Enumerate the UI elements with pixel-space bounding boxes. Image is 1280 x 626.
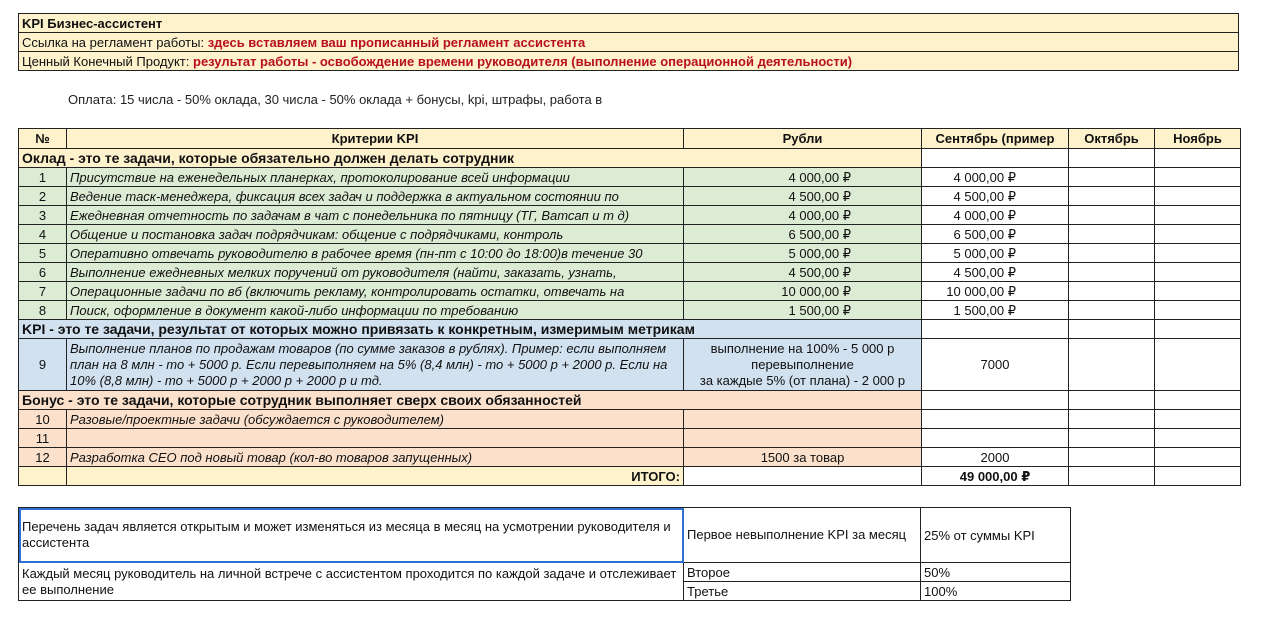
- section-salary-title[interactable]: Оклад - это те задачи, которые обязательно должен делать сотрудник: [19, 149, 922, 168]
- total-row: [19, 467, 1241, 486]
- col-nov[interactable]: Ноябрь: [1155, 129, 1241, 149]
- table-row: [19, 168, 1241, 187]
- first-fail-value[interactable]: 25% от суммы KPI: [921, 508, 1071, 563]
- product-value: результат работы - освобождение времени руководителя (выполнение операционной деятельности): [193, 53, 853, 69]
- row-nov[interactable]: [1155, 225, 1241, 244]
- cell[interactable]: [1069, 149, 1155, 168]
- cell[interactable]: [922, 149, 1069, 168]
- third-fail-value[interactable]: 100%: [921, 582, 1071, 601]
- section-salary-row: [19, 149, 1241, 168]
- row-rub[interactable]: [684, 339, 922, 391]
- penalty-table: [18, 507, 1071, 601]
- row-num[interactable]: 5: [19, 244, 67, 263]
- row-nov[interactable]: [1155, 339, 1241, 391]
- table-row: [19, 225, 1241, 244]
- row-num[interactable]: 7: [19, 282, 67, 301]
- row-rub[interactable]: 10 000,00 ₽: [684, 282, 922, 301]
- row-rub[interactable]: 6 500,00 ₽: [684, 225, 922, 244]
- row-rub[interactable]: 1 500,00 ₽: [684, 301, 922, 320]
- table-row: [19, 187, 1241, 206]
- row-oct[interactable]: [1069, 429, 1155, 448]
- row-sep[interactable]: 6 500,00 ₽: [922, 225, 1069, 244]
- row-num[interactable]: 3: [19, 206, 67, 225]
- row-text[interactable]: Разработка СЕО под новый товар (кол-во товаров запущенных): [67, 448, 684, 467]
- table-row: [19, 339, 1241, 391]
- total-label[interactable]: ИТОГО:: [67, 467, 684, 486]
- row-rub[interactable]: [684, 429, 922, 448]
- reglament-label: Ссылка на регламент работы:: [22, 34, 205, 50]
- row-rub[interactable]: 4 000,00 ₽: [684, 206, 922, 225]
- table-row: [19, 301, 1241, 320]
- section-kpi-title[interactable]: KPI - это те задачи, результат от которых можно привязать к конкретным, измеримым метрикам: [19, 320, 922, 339]
- first-fail-label[interactable]: Первое невыполнение KPI за месяц: [684, 508, 921, 563]
- cell[interactable]: [1155, 467, 1241, 486]
- payment-note[interactable]: Оплата: 15 числа - 50% оклада, 30 числа - 50% оклада + бонусы, kpi, штрафы, работа в: [68, 92, 603, 107]
- row-text[interactable]: Выполнение планов по продажам товаров (по сумме заказов в рублях). Пример: если выполняем план на 8 млн - то + 5000 р. Если перевыполняем на 5% (8,4 млн) - то + 5000 р + 2000 р. Если на 10% (8,8 млн) - то + 5000 р + 2000 р + 2000 р и тд.: [67, 339, 684, 391]
- col-criteria[interactable]: Критерии KPI: [67, 129, 684, 149]
- row-rub[interactable]: 5 000,00 ₽: [684, 244, 922, 263]
- row-text[interactable]: Общение и постановка задач подрядчикам: общение с подрядчиками, контроль: [67, 225, 684, 244]
- row-rub[interactable]: 4 000,00 ₽: [684, 168, 922, 187]
- cell[interactable]: [1155, 320, 1241, 339]
- row-nov[interactable]: [1155, 187, 1241, 206]
- row-sep[interactable]: 4 000,00 ₽: [922, 168, 1069, 187]
- row-oct[interactable]: [1069, 244, 1155, 263]
- row-oct[interactable]: [1069, 410, 1155, 429]
- row-text[interactable]: Присутствие на еженедельных планерках, протоколирование всей информации: [67, 168, 684, 187]
- cell[interactable]: [1069, 320, 1155, 339]
- row-nov[interactable]: [1155, 301, 1241, 320]
- row-oct[interactable]: [1069, 263, 1155, 282]
- row-oct[interactable]: [1069, 301, 1155, 320]
- row-nov[interactable]: [1155, 410, 1241, 429]
- row-oct[interactable]: [1069, 282, 1155, 301]
- row-nov[interactable]: [1155, 168, 1241, 187]
- row-text[interactable]: Выполнение ежедневных мелких поручений от руководителя (найти, заказать, узнать,: [67, 263, 684, 282]
- product-label: Ценный Конечный Продукт:: [22, 53, 190, 69]
- row-nov[interactable]: [1155, 448, 1241, 467]
- table-row: [19, 429, 1241, 448]
- row-nov[interactable]: [1155, 282, 1241, 301]
- row-rub[interactable]: 4 500,00 ₽: [684, 187, 922, 206]
- row-text[interactable]: Ведение таск-менеджера, фиксация всех задач и поддержка в актуальном состоянии по: [67, 187, 684, 206]
- third-fail-label[interactable]: Третье: [684, 582, 921, 601]
- row-sep[interactable]: 10 000,00 ₽: [922, 282, 1069, 301]
- row-num[interactable]: 1: [19, 168, 67, 187]
- row-num[interactable]: 9: [19, 339, 67, 391]
- row-text[interactable]: Оперативно отвечать руководителю в рабочее время (пн-пт с 10:00 до 18:00)в течение 30: [67, 244, 684, 263]
- table-row: [19, 448, 1241, 467]
- row-oct[interactable]: [1069, 187, 1155, 206]
- row-rub[interactable]: 4 500,00 ₽: [684, 263, 922, 282]
- row-text[interactable]: Разовые/проектные задачи (обсуждается с руководителем): [67, 410, 684, 429]
- rub-line-2: перевыполнение: [751, 356, 854, 372]
- col-num[interactable]: №: [19, 129, 67, 149]
- reglament-cell[interactable]: [19, 33, 1239, 52]
- col-rub[interactable]: Рубли: [684, 129, 922, 149]
- table-row: [19, 244, 1241, 263]
- row-sep[interactable]: 5 000,00 ₽: [922, 244, 1069, 263]
- row-oct[interactable]: [1069, 225, 1155, 244]
- header-block: [18, 13, 1239, 71]
- row-sep[interactable]: 4 500,00 ₽: [922, 263, 1069, 282]
- note-open-tasks[interactable]: Перечень задач является открытым и может изменяться из месяца в месяц на усмотрении руководителя и ассистента: [19, 508, 684, 563]
- row-sep[interactable]: 2000: [922, 448, 1069, 467]
- rub-line-3: за каждые 5% (от плана) - 2 000 р: [699, 372, 906, 388]
- row-sep[interactable]: 4 500,00 ₽: [922, 187, 1069, 206]
- row-text[interactable]: Ежедневная отчетность по задачам в чат с понедельника по пятницу (ТГ, Ватсап и т д): [67, 206, 684, 225]
- row-num[interactable]: 4: [19, 225, 67, 244]
- cell[interactable]: [684, 467, 922, 486]
- cell[interactable]: [1155, 149, 1241, 168]
- row-num[interactable]: 8: [19, 301, 67, 320]
- table-row: [19, 410, 1241, 429]
- row-text[interactable]: Поиск, оформление в документ какой-либо информации по требованию: [67, 301, 684, 320]
- reglament-value: здесь вставляем ваш прописанный регламент ассистента: [207, 34, 586, 50]
- table-row: [19, 263, 1241, 282]
- cell[interactable]: [922, 391, 1069, 410]
- table-row: [19, 282, 1241, 301]
- product-cell[interactable]: [19, 52, 1239, 71]
- sheet-title[interactable]: KPI Бизнес-ассистент: [19, 14, 1239, 33]
- col-oct[interactable]: Октябрь: [1069, 129, 1155, 149]
- row-sep[interactable]: [922, 429, 1069, 448]
- second-fail-value[interactable]: 50%: [921, 563, 1071, 582]
- row-oct[interactable]: [1069, 206, 1155, 225]
- cell[interactable]: [19, 467, 67, 486]
- table-row: [19, 206, 1241, 225]
- row-rub[interactable]: [684, 410, 922, 429]
- row-nov[interactable]: [1155, 429, 1241, 448]
- rub-line-1: выполнение на 100% - 5 000 р: [710, 340, 895, 356]
- section-bonus-title[interactable]: Бонус - это те задачи, которые сотрудник выполняет сверх своих обязанностей: [19, 391, 922, 410]
- row-text[interactable]: [67, 429, 684, 448]
- header-row: [19, 129, 1241, 149]
- cell[interactable]: [922, 320, 1069, 339]
- kpi-table: [18, 128, 1241, 486]
- row-nov[interactable]: [1155, 263, 1241, 282]
- note-monthly-review[interactable]: Каждый месяц руководитель на личной встрече с ассистентом проходится по каждой задаче и отслеживает ее выполнение: [19, 563, 684, 601]
- cell[interactable]: [1069, 391, 1155, 410]
- second-fail-label[interactable]: Второе: [684, 563, 921, 582]
- row-num[interactable]: 12: [19, 448, 67, 467]
- row-sep[interactable]: 4 000,00 ₽: [922, 206, 1069, 225]
- row-rub[interactable]: 1500 за товар: [684, 448, 922, 467]
- row-sep[interactable]: 1 500,00 ₽: [922, 301, 1069, 320]
- row-nov[interactable]: [1155, 206, 1241, 225]
- row-nov[interactable]: [1155, 244, 1241, 263]
- cell[interactable]: [1069, 467, 1155, 486]
- section-kpi-row: [19, 320, 1241, 339]
- row-oct[interactable]: [1069, 339, 1155, 391]
- total-sep[interactable]: 49 000,00 ₽: [922, 467, 1069, 486]
- row-sep[interactable]: [922, 410, 1069, 429]
- row-text[interactable]: Операционные задачи по вб (включить рекламу, контролировать остатки, отвечать на: [67, 282, 684, 301]
- row-num[interactable]: 10: [19, 410, 67, 429]
- row-oct[interactable]: [1069, 448, 1155, 467]
- row-num[interactable]: 6: [19, 263, 67, 282]
- col-sep[interactable]: Сентябрь (пример: [922, 129, 1069, 149]
- row-oct[interactable]: [1069, 168, 1155, 187]
- row-sep[interactable]: 7000: [922, 339, 1069, 391]
- cell[interactable]: [1155, 391, 1241, 410]
- row-num[interactable]: 11: [19, 429, 67, 448]
- row-num[interactable]: 2: [19, 187, 67, 206]
- section-bonus-row: [19, 391, 1241, 410]
